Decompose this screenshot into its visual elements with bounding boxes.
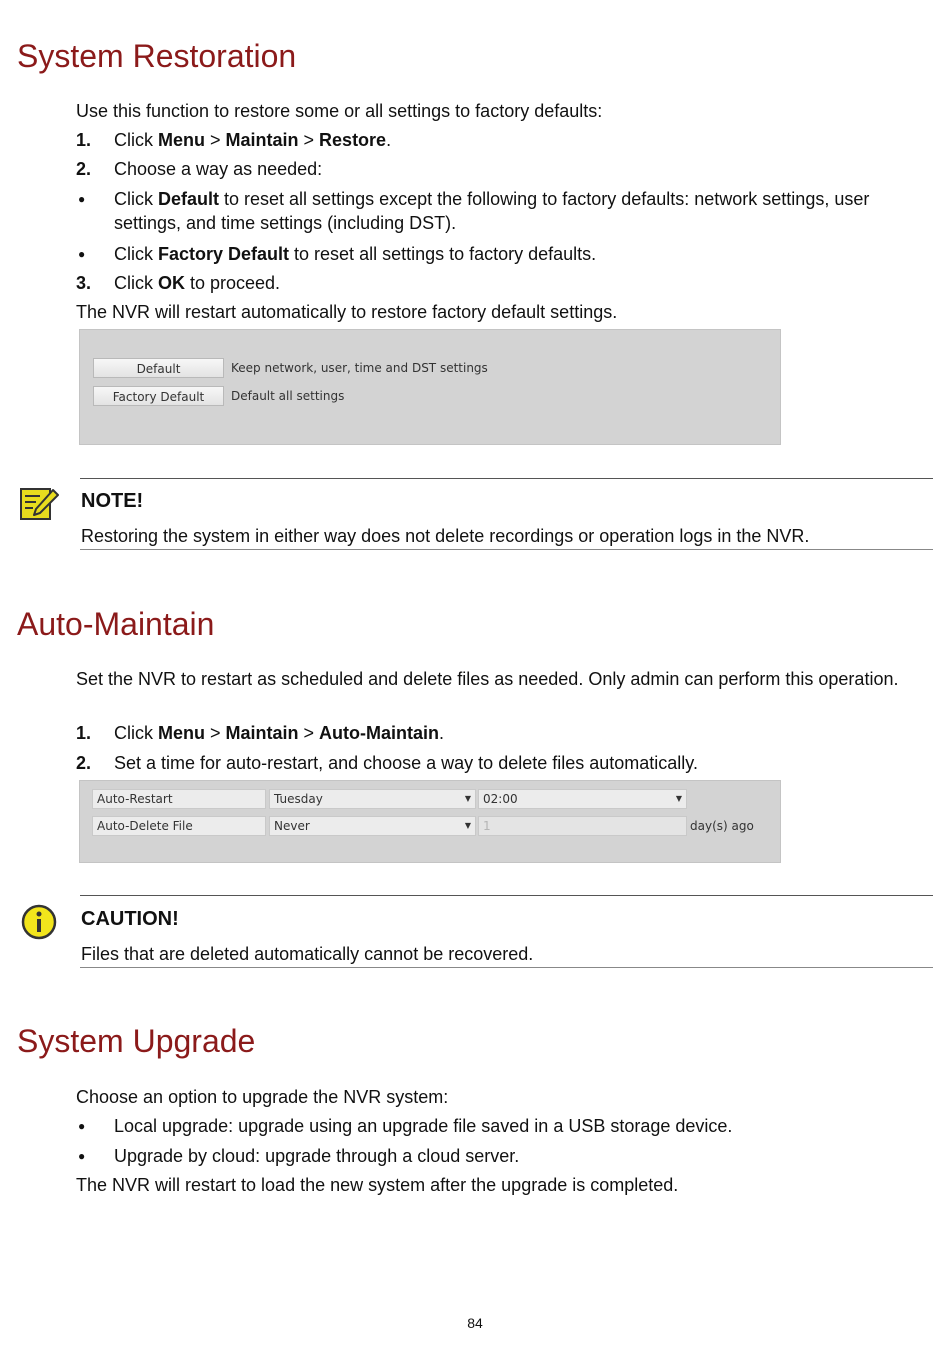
bullet-dot: ● — [78, 247, 86, 261]
section-title-upgrade: System Upgrade — [17, 1023, 256, 1059]
restoration-step3: Click OK to proceed. — [114, 273, 281, 293]
note-bottom-rule — [80, 549, 933, 550]
default-description: Keep network, user, time and DST settings — [231, 361, 488, 375]
bullet-dot: ● — [78, 1149, 86, 1163]
note-title: NOTE! — [81, 490, 144, 512]
bullet-default: Click Default to reset all settings except the following to factory defaults: network settings, user settings, and time settings (including DST). — [114, 189, 870, 233]
auto-delete-label: Auto-Delete File — [92, 816, 266, 836]
automaintain-intro: Set the NVR to restart as scheduled and delete files as needed. Only admin can perform this operation. — [76, 669, 899, 689]
caution-bottom-rule — [80, 967, 933, 968]
automaintain-step1-number: 1. — [76, 723, 92, 743]
dropdown-arrow-icon: ▼ — [675, 794, 682, 803]
restoration-intro: Use this function to restore some or all settings to factory defaults: — [76, 101, 603, 121]
bullet-dot: ● — [78, 192, 86, 206]
caution-info-icon — [20, 903, 58, 941]
automaintain-step2: Set a time for auto-restart, and choose a way to delete files automatically. — [114, 753, 698, 773]
default-button[interactable]: Default — [93, 358, 224, 378]
caution-top-rule — [80, 895, 933, 896]
restore-screenshot-panel — [79, 329, 781, 445]
caution-title: CAUTION! — [81, 908, 179, 930]
caution-text: Files that are deleted automatically cannot be recovered. — [81, 944, 534, 964]
note-top-rule — [80, 478, 933, 479]
page-number: 84 — [467, 1315, 483, 1331]
restoration-outro: The NVR will restart automatically to restore factory default settings. — [76, 302, 618, 322]
auto-delete-mode-select[interactable]: Never ▼ — [269, 816, 476, 836]
automaintain-screenshot-panel — [79, 780, 781, 863]
automaintain-step2-number: 2. — [76, 753, 92, 773]
section-title-restoration: System Restoration — [17, 38, 297, 74]
factory-default-description: Default all settings — [231, 389, 345, 403]
dropdown-arrow-icon: ▼ — [464, 794, 471, 803]
dropdown-arrow-icon: ▼ — [464, 821, 471, 830]
restoration-step1-number: 1. — [76, 130, 92, 150]
restoration-step1: Click Menu > Maintain > Restore. — [114, 130, 392, 150]
factory-default-button[interactable]: Factory Default — [93, 386, 224, 406]
note-pencil-icon — [20, 486, 60, 522]
section-title-automaintain: Auto-Maintain — [17, 606, 215, 642]
bullet-local-upgrade: Local upgrade: upgrade using an upgrade file saved in a USB storage device. — [114, 1116, 733, 1136]
note-text: Restoring the system in either way does not delete recordings or operation logs in the NVR. — [81, 526, 810, 546]
upgrade-intro: Choose an option to upgrade the NVR system: — [76, 1087, 449, 1107]
restoration-step2: Choose a way as needed: — [114, 159, 323, 179]
upgrade-outro: The NVR will restart to load the new system after the upgrade is completed. — [76, 1175, 679, 1195]
bullet-factory-default: Click Factory Default to reset all settings to factory defaults. — [114, 244, 597, 264]
auto-restart-label: Auto-Restart — [92, 789, 266, 809]
auto-delete-days-unit: day(s) ago — [690, 819, 754, 833]
auto-restart-day-select[interactable]: Tuesday ▼ — [269, 789, 476, 809]
auto-delete-days-input[interactable]: 1 — [478, 816, 687, 836]
bullet-dot: ● — [78, 1119, 86, 1133]
restoration-step2-number: 2. — [76, 159, 92, 179]
bullet-cloud-upgrade: Upgrade by cloud: upgrade through a cloud server. — [114, 1146, 520, 1166]
automaintain-step1: Click Menu > Maintain > Auto-Maintain. — [114, 723, 445, 743]
auto-restart-time-select[interactable]: 02:00 ▼ — [478, 789, 687, 809]
restoration-step3-number: 3. — [76, 273, 92, 293]
